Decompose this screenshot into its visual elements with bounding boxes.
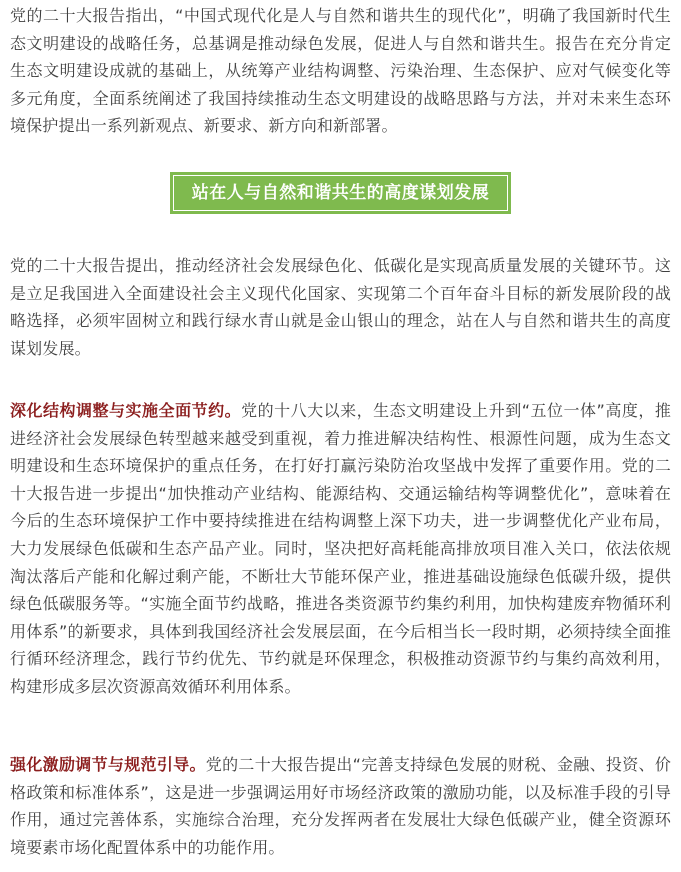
paragraph-body-incentive-regulation: 党的二十大报告提出“完善支持绿色发展的财税、金融、投资、价格政策和标准体系”，这是进一步强调运用好市场经济政策的激励功能，以及标准手段的引导作用，通过完善体系，实施综合治理，充分发挥两者在发展壮大绿色低碳产业，健全资源环境要素市场化配置体系中的功能作用。 [10,755,671,857]
section-heading: 站在人与自然和谐共生的高度谋划发展 [173,175,509,211]
paragraph-green-development: 党的二十大报告提出，推动经济社会发展绿色化、低碳化是实现高质量发展的关键环节。这是立足我国进入全面建设社会主义现代化国家、实现第二个百年奋斗目标的新发展阶段的战略选择，必须牢固树立和践行绿水青山就是金山银山的理念，站在人与自然和谐共生的高度谋划发展。 [10,256,671,358]
section-heading-banner [170,172,512,214]
paragraph-body-structural-adjustment: 党的十八大以来，生态文明建设上升到“五位一体”高度，推进经济社会发展绿色转型越来越受到重视，着力推进解决结构性、根源性问题，成为生态文明建设和生态环境保护的重点任务，在打好打赢污染防治攻坚战中发挥了重要作用。党的二十大报告进一步提出“加快推动产业结构、能源结构、交通运输结构等调整优化”，意味着在今后的生态环境保护工作中要持续推进在结构调整上深下功夫，进一步调整优化产业布局，大力发展绿色低碳和生态产品产业。同时，坚决把好高耗能高排放项目准入关口，依法依规淘汰落后产能和化解过剩产能，不断壮大节能环保产业，推进基础设施绿色低碳升级，提供绿色低碳服务等。“实施全面节约战略，推进各类资源节约集约利用，加快构建废弃物循环利用体系”的新要求，具体到我国经济社会发展层面，在今后相当长一段时期，必须持续全面推行循环经济理念，践行节约优先、节约就是环保理念，积极推动资源节约与集约高效利用，构建形成多层次资源高效循环利用体系。 [10,401,671,696]
paragraph-incentive-regulation [10,751,671,861]
paragraph-lead-incentive-regulation: 强化激励调节与规范引导。 [10,755,206,774]
paragraph-structural-adjustment [10,397,671,701]
paragraph-lead-structural-adjustment: 深化结构调整与实施全面节约。 [10,401,242,420]
section-heading-wrapper [0,172,681,214]
intro-paragraph: 党的二十大报告指出，“中国式现代化是人与自然和谐共生的现代化”，明确了我国新时代生态文明建设的战略任务，总基调是推动绿色发展，促进人与自然和谐共生。报告在充分肯定生态文明建设成就的基础上，从统筹产业结构调整、污染治理、生态保护、应对气候变化等多元角度，全面系统阐述了我国持续推动生态文明建设的战略思路与方法，并对未来生态环境保护提出一系列新观点、新要求、新方向和新部署。 [10,6,671,136]
